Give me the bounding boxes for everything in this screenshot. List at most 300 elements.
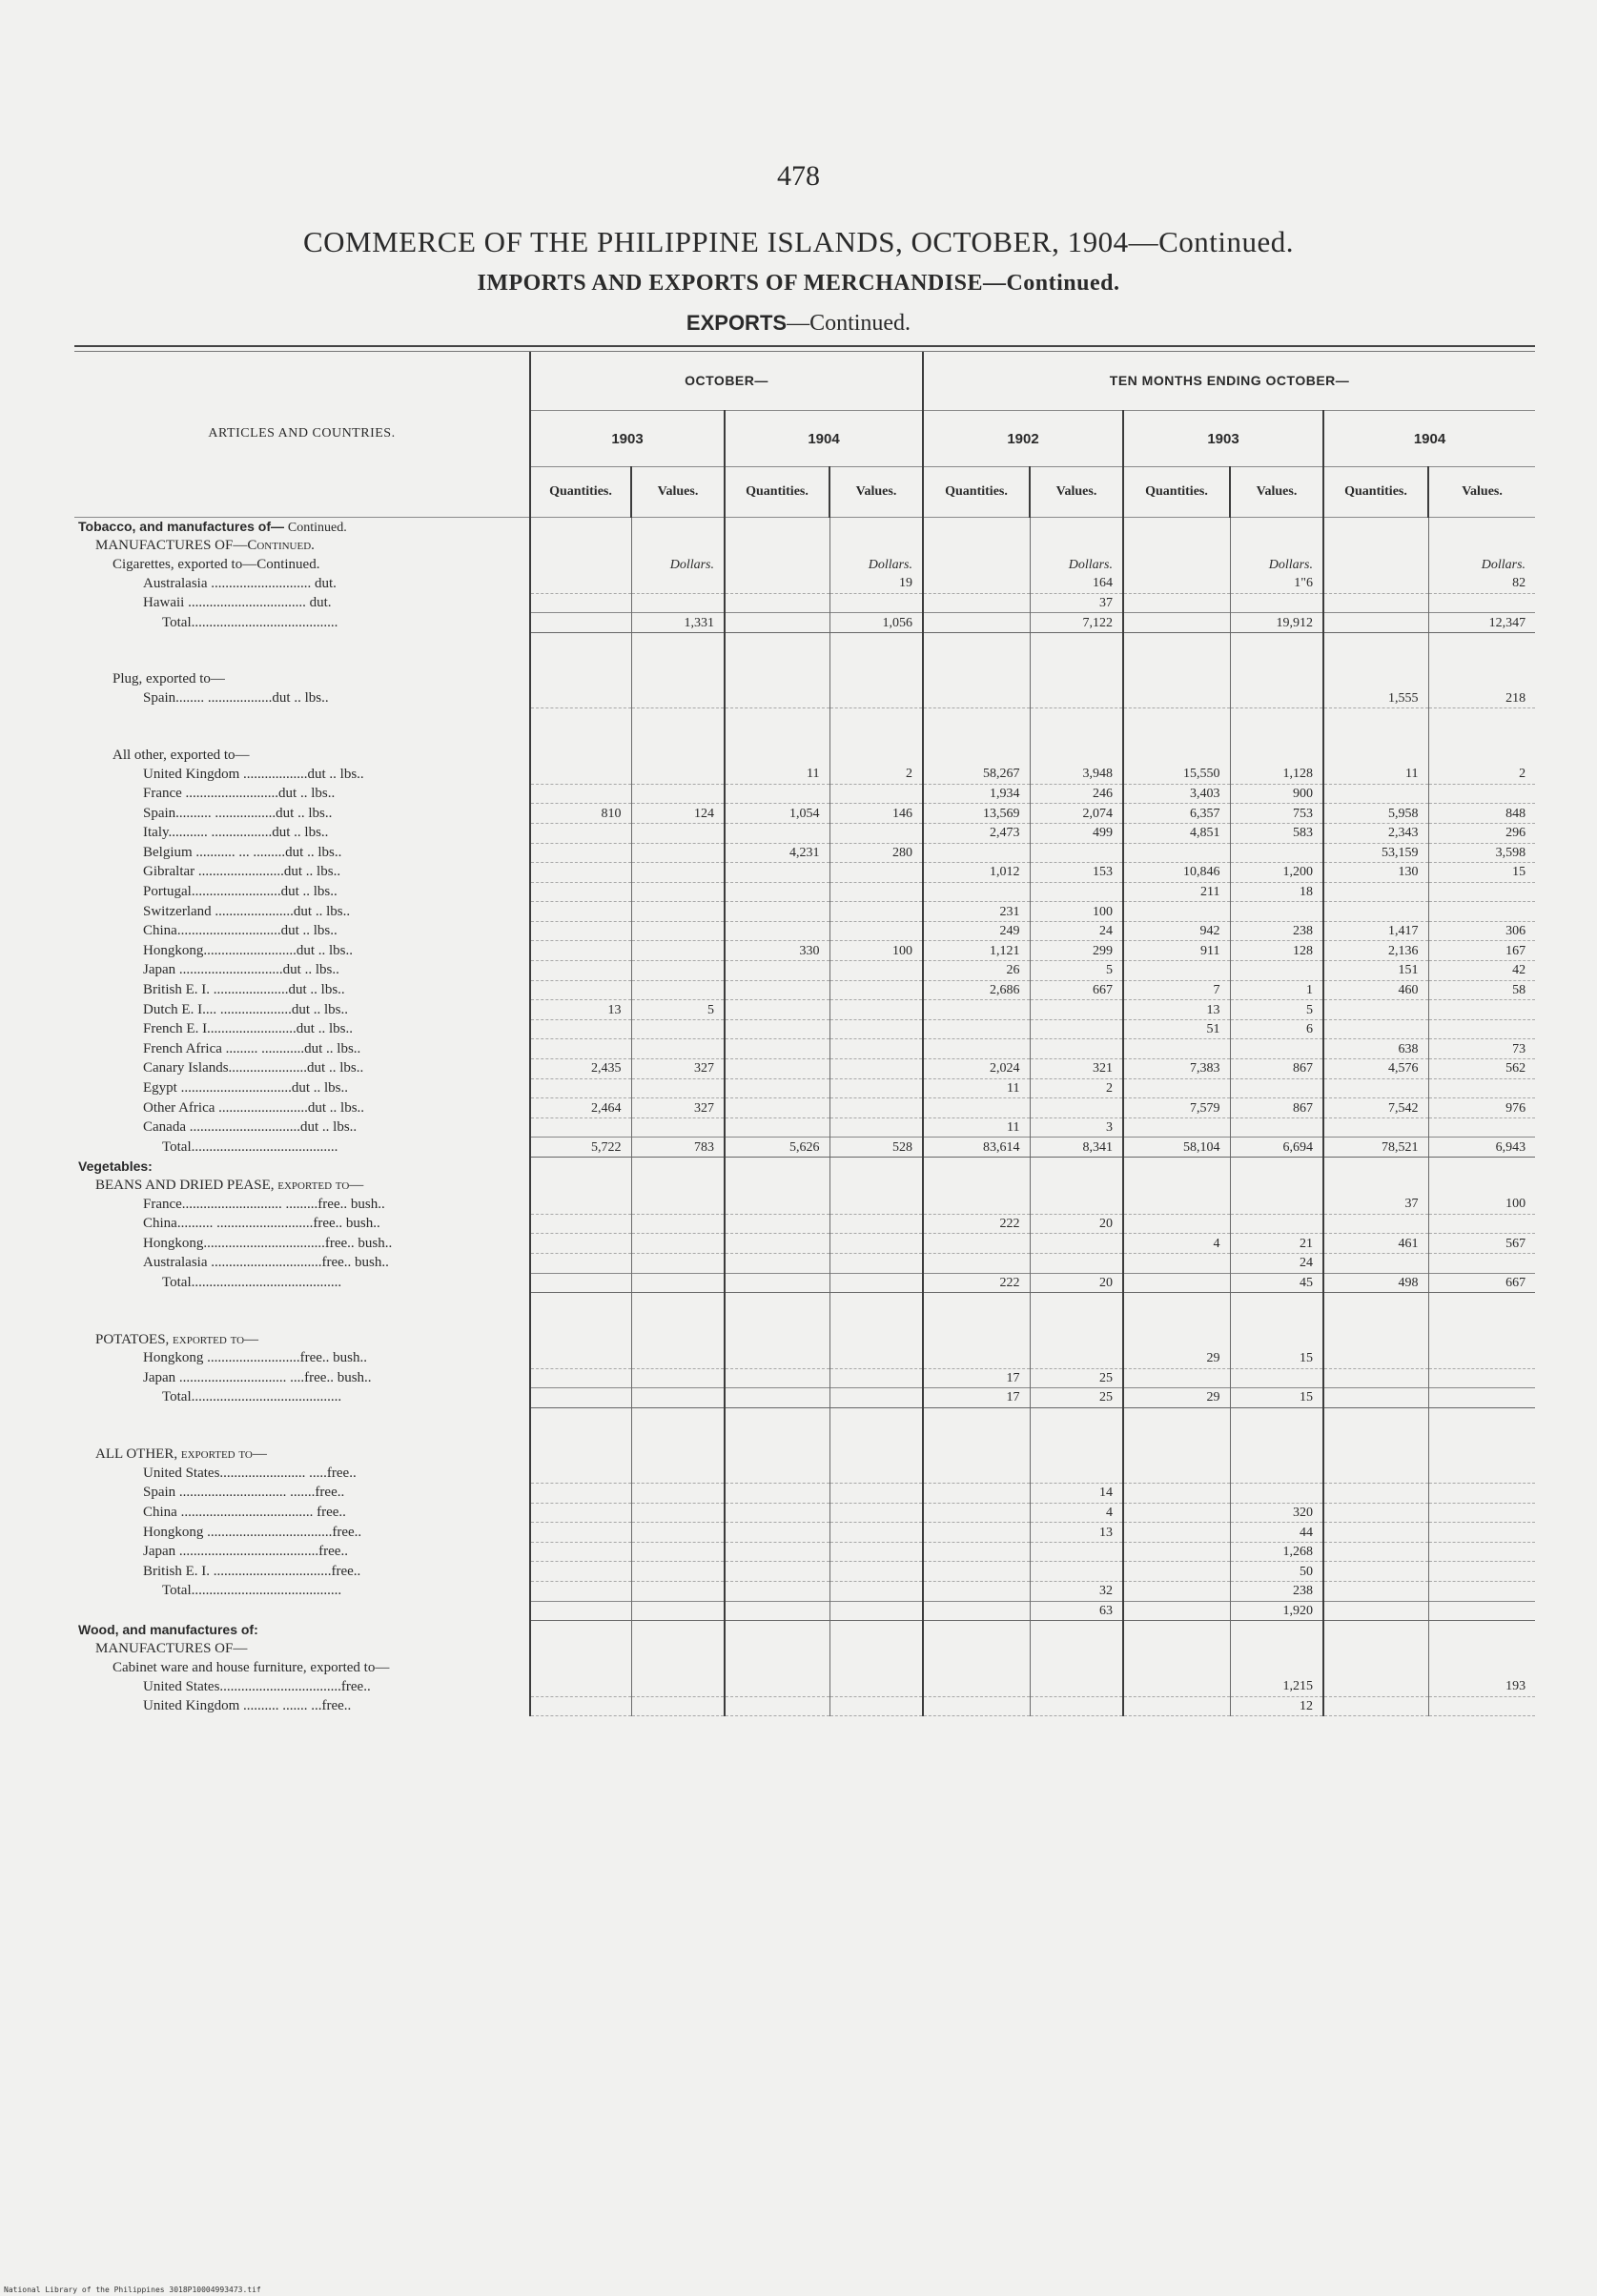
value-cell: 37 (1030, 593, 1123, 613)
value-cell (1030, 1177, 1123, 1196)
value-cell: 5 (1230, 1000, 1323, 1020)
quantity-cell (725, 670, 829, 689)
row-label (74, 863, 530, 883)
quantity-cell (923, 1253, 1030, 1273)
row-label (74, 632, 530, 651)
quantity-cell (1323, 902, 1428, 922)
value-cell (631, 902, 725, 922)
value-cell (1428, 1601, 1535, 1621)
value-cell: 238 (1230, 921, 1323, 941)
value-cell: 528 (829, 1138, 923, 1158)
quantity-cell (1323, 632, 1428, 651)
row-label-text: British E. I. .....................dut .. lbs.. (143, 981, 345, 997)
spacer-row (74, 728, 1535, 747)
quantity-cell (923, 1484, 1030, 1504)
value-cell (631, 882, 725, 902)
quantities-header: Quantities. (923, 467, 1030, 518)
quantity-cell (530, 1582, 631, 1602)
quantity-cell (1123, 902, 1230, 922)
value-cell (1428, 1503, 1535, 1523)
quantity-cell (530, 632, 631, 651)
quantity-cell (725, 1078, 829, 1098)
value-cell (1428, 1465, 1535, 1484)
quantity-cell (530, 708, 631, 728)
quantity-cell (530, 1078, 631, 1098)
total-row (74, 1601, 1535, 1621)
quantity-cell (1123, 1368, 1230, 1388)
quantity-cell (725, 518, 829, 538)
quantity-cell (530, 652, 631, 671)
table-row (74, 1214, 1535, 1234)
value-cell (829, 1234, 923, 1254)
value-cell (829, 537, 923, 556)
quantity-cell: 151 (1323, 961, 1428, 981)
value-cell: 320 (1230, 1503, 1323, 1523)
quantity-cell: 911 (1123, 941, 1230, 961)
group-header-october: OCTOBER— (530, 351, 923, 411)
year-header: 1903 (1123, 411, 1323, 467)
row-label (74, 1445, 530, 1465)
value-cell (1230, 708, 1323, 728)
value-cell (1230, 1293, 1323, 1312)
quantity-cell: 1,417 (1323, 921, 1428, 941)
quantity-cell: 7,542 (1323, 1098, 1428, 1118)
row-label (74, 1503, 530, 1523)
value-cell: 100 (1428, 1195, 1535, 1214)
row-label-text: Canada ...............................dut .. lbs.. (143, 1119, 358, 1136)
value-cell: 327 (631, 1098, 725, 1118)
value-cell (1428, 1523, 1535, 1543)
value-cell: 13 (1030, 1523, 1123, 1543)
row-label (74, 1234, 530, 1254)
value-cell (1230, 1330, 1323, 1349)
row-label (74, 1214, 530, 1234)
value-cell (631, 921, 725, 941)
value-cell: 21 (1230, 1234, 1323, 1254)
value-cell (1030, 1195, 1123, 1214)
value-cell (631, 1484, 725, 1504)
value-cell (829, 1426, 923, 1445)
quantity-cell (1123, 613, 1230, 633)
quantity-cell (725, 921, 829, 941)
value-cell: 24 (1030, 921, 1123, 941)
quantity-cell (725, 902, 829, 922)
row-label (74, 1078, 530, 1098)
value-cell (1030, 632, 1123, 651)
quantity-cell (530, 689, 631, 708)
quantity-cell (923, 1696, 1030, 1716)
value-cell (1428, 518, 1535, 538)
value-cell (1428, 728, 1535, 747)
total-row (74, 613, 1535, 633)
value-cell (1230, 747, 1323, 766)
row-label (74, 1177, 530, 1196)
quantity-cell (530, 1177, 631, 1196)
quantity-cell (1123, 1407, 1230, 1426)
value-cell (1230, 902, 1323, 922)
value-cell (1230, 518, 1323, 538)
value-cell: 44 (1230, 1523, 1323, 1543)
quantity-cell (1323, 652, 1428, 671)
value-cell: 124 (631, 804, 725, 824)
value-cell (631, 961, 725, 981)
quantity-cell (1123, 843, 1230, 863)
quantity-cell (923, 1503, 1030, 1523)
row-label (74, 1312, 530, 1331)
row-label-text: Dutch E. I.... ....................dut .. lbs.. (143, 1001, 348, 1017)
quantity-cell: 4 (1123, 1234, 1230, 1254)
quantity-cell (725, 1059, 829, 1079)
row-label (74, 1195, 530, 1214)
value-cell: 58 (1428, 980, 1535, 1000)
value-cell: 73 (1428, 1039, 1535, 1059)
value-cell: 3 (1030, 1117, 1123, 1138)
value-cell: 15 (1230, 1388, 1323, 1408)
quantity-cell (923, 652, 1030, 671)
value-cell: 32 (1030, 1582, 1123, 1602)
quantity-cell (1323, 1349, 1428, 1368)
value-cell (1428, 1177, 1535, 1196)
row-label-text: MANUFACTURES OF—Continued. (95, 538, 315, 554)
category-row (74, 1177, 1535, 1196)
quantity-cell (725, 1542, 829, 1562)
value-cell (829, 689, 923, 708)
quantity-cell: 460 (1323, 980, 1428, 1000)
value-cell (631, 1019, 725, 1039)
value-cell (1428, 1562, 1535, 1582)
row-label (74, 1407, 530, 1426)
quantity-cell (1123, 1214, 1230, 1234)
row-label-text: Hongkong..................................free.. bush.. (143, 1235, 393, 1251)
quantity-cell: 11 (923, 1078, 1030, 1098)
value-cell: 280 (829, 843, 923, 863)
values-header: Values. (829, 467, 923, 518)
row-label-text: Japan .......................................free.. (143, 1544, 348, 1560)
value-cell: 20 (1030, 1214, 1123, 1234)
quantity-cell (923, 670, 1030, 689)
quantity-cell (530, 1019, 631, 1039)
value-cell (1428, 670, 1535, 689)
value-cell (631, 1465, 725, 1484)
value-cell: 299 (1030, 941, 1123, 961)
value-cell: 193 (1428, 1677, 1535, 1696)
quantity-cell (1123, 1523, 1230, 1543)
quantity-cell (1323, 1658, 1428, 1677)
row-label (74, 1677, 530, 1696)
quantity-cell (530, 921, 631, 941)
quantity-cell (530, 537, 631, 556)
year-header: 1904 (1323, 411, 1535, 467)
value-cell: 2 (1030, 1078, 1123, 1098)
year-header: 1902 (923, 411, 1123, 467)
quantity-cell (530, 1640, 631, 1659)
spacer-row (74, 1312, 1535, 1331)
quantity-cell: 11 (1323, 765, 1428, 784)
quantity-cell (1123, 632, 1230, 651)
quantity-cell (1123, 1601, 1230, 1621)
value-cell (1030, 1407, 1123, 1426)
row-label (74, 1158, 530, 1177)
values-header: Values. (1030, 467, 1123, 518)
quantity-cell (1123, 1658, 1230, 1677)
quantity-cell (1123, 1330, 1230, 1349)
quantities-header: Quantities. (530, 467, 631, 518)
quantity-cell (530, 961, 631, 981)
quantity-cell (725, 574, 829, 593)
value-cell: Dollars. (1428, 556, 1535, 575)
value-cell (631, 1445, 725, 1465)
value-cell (631, 1582, 725, 1602)
category-row (74, 537, 1535, 556)
row-label (74, 1273, 530, 1293)
value-cell (1030, 747, 1123, 766)
value-cell (1030, 1445, 1123, 1465)
value-cell (1030, 1000, 1123, 1020)
row-label-text: Plug, exported to— (113, 671, 225, 687)
row-label-text: China.............................dut .. lbs.. (143, 923, 338, 939)
value-cell (829, 593, 923, 613)
value-cell: 667 (1428, 1273, 1535, 1293)
value-cell (1428, 1117, 1535, 1138)
quantity-cell (530, 1368, 631, 1388)
quantities-header: Quantities. (725, 467, 829, 518)
total-row (74, 1273, 1535, 1293)
quantity-cell (530, 1677, 631, 1696)
row-label-text: French E. I.........................dut .. lbs.. (143, 1021, 353, 1037)
value-cell (631, 593, 725, 613)
quantity-cell (1123, 1445, 1230, 1465)
quantity-cell (725, 537, 829, 556)
quantity-cell (1323, 574, 1428, 593)
row-label (74, 1349, 530, 1368)
row-label-text: Spain .............................. .......free.. (143, 1485, 345, 1501)
row-label (74, 1000, 530, 1020)
quantity-cell (530, 784, 631, 804)
quantity-cell (923, 1523, 1030, 1543)
value-cell (1230, 1445, 1323, 1465)
row-label-text: BEANS AND DRIED PEASE, exported to— (95, 1177, 364, 1193)
quantity-cell: 211 (1123, 882, 1230, 902)
table-row (74, 961, 1535, 981)
value-cell (829, 1445, 923, 1465)
row-label (74, 980, 530, 1000)
value-cell (829, 1542, 923, 1562)
quantity-cell (530, 1503, 631, 1523)
value-cell: 218 (1428, 689, 1535, 708)
quantity-cell: 2,024 (923, 1059, 1030, 1079)
row-label (74, 1098, 530, 1118)
quantity-cell (1323, 1078, 1428, 1098)
quantity-cell (725, 1177, 829, 1196)
page-subtitle: IMPORTS AND EXPORTS OF MERCHANDISE—Continued. (477, 271, 1120, 296)
quantity-cell (1123, 670, 1230, 689)
quantity-cell: 1,934 (923, 784, 1030, 804)
category-row (74, 1158, 1535, 1177)
value-cell (829, 1019, 923, 1039)
value-cell (1230, 728, 1323, 747)
value-cell (1030, 1039, 1123, 1059)
quantity-cell: 58,104 (1123, 1138, 1230, 1158)
value-cell (829, 1312, 923, 1331)
quantity-cell (530, 765, 631, 784)
quantity-cell (1323, 613, 1428, 633)
row-label (74, 1465, 530, 1484)
quantity-cell (530, 670, 631, 689)
quantity-cell (923, 882, 1030, 902)
quantity-cell (725, 1601, 829, 1621)
quantity-cell: 37 (1323, 1195, 1428, 1214)
value-cell (1230, 961, 1323, 981)
value-cell (829, 863, 923, 883)
row-label-text: China.......... ...........................free.. bush.. (143, 1216, 380, 1232)
quantity-cell (923, 1621, 1030, 1640)
total-row (74, 1138, 1535, 1158)
quantity-cell (725, 1195, 829, 1214)
value-cell (829, 1158, 923, 1177)
table-row (74, 784, 1535, 804)
value-cell: 63 (1030, 1601, 1123, 1621)
value-cell (1030, 537, 1123, 556)
quantity-cell (1323, 537, 1428, 556)
page-number: 478 (777, 160, 820, 192)
value-cell (631, 518, 725, 538)
quantity-cell: 1,012 (923, 863, 1030, 883)
quantity-cell (1323, 1503, 1428, 1523)
row-label (74, 1059, 530, 1079)
quantity-cell (725, 1465, 829, 1484)
value-cell (631, 1601, 725, 1621)
quantity-cell (1123, 1039, 1230, 1059)
quantity-cell (530, 747, 631, 766)
quantity-cell: 83,614 (923, 1138, 1030, 1158)
value-cell (1030, 1677, 1123, 1696)
quantity-cell (1123, 1503, 1230, 1523)
quantity-cell: 17 (923, 1388, 1030, 1408)
value-cell (829, 921, 923, 941)
value-cell (1030, 652, 1123, 671)
quantity-cell (1323, 1621, 1428, 1640)
value-cell (631, 1621, 725, 1640)
quantity-cell (923, 1677, 1030, 1696)
quantity-cell (530, 1388, 631, 1408)
value-cell: 2,074 (1030, 804, 1123, 824)
quantity-cell (530, 902, 631, 922)
value-cell (829, 1640, 923, 1659)
value-cell (829, 1330, 923, 1349)
category-row (74, 747, 1535, 766)
row-label (74, 537, 530, 556)
value-cell (829, 1677, 923, 1696)
value-cell (631, 1542, 725, 1562)
value-cell: 3,948 (1030, 765, 1123, 784)
value-cell (829, 902, 923, 922)
row-label (74, 1484, 530, 1504)
row-label-text: Total......................................... (162, 614, 338, 630)
quantity-cell (725, 1000, 829, 1020)
quantity-cell (725, 1253, 829, 1273)
table-row (74, 1253, 1535, 1273)
quantity-cell (923, 1000, 1030, 1020)
row-label (74, 961, 530, 981)
table-row (74, 1562, 1535, 1582)
value-cell (1030, 1621, 1123, 1640)
quantity-cell (725, 1330, 829, 1349)
value-cell (829, 1696, 923, 1716)
category-row (74, 1621, 1535, 1640)
quantity-cell (725, 1234, 829, 1254)
quantity-cell: 2,343 (1323, 823, 1428, 843)
quantity-cell (725, 1368, 829, 1388)
row-label-text: United Kingdom .......... ....... ...free.. (143, 1697, 352, 1713)
row-label-text: POTATOES, exported to— (95, 1331, 259, 1347)
value-cell: 5 (631, 1000, 725, 1020)
value-cell (1030, 1098, 1123, 1118)
quantity-cell (923, 1158, 1030, 1177)
quantities-header: Quantities. (1323, 467, 1428, 518)
value-cell (631, 1368, 725, 1388)
value-cell (631, 632, 725, 651)
value-cell (1428, 902, 1535, 922)
value-cell (829, 980, 923, 1000)
quantity-cell (1123, 747, 1230, 766)
quantity-cell (725, 1621, 829, 1640)
value-cell: 567 (1428, 1234, 1535, 1254)
table-row (74, 1019, 1535, 1039)
value-cell (1428, 1349, 1535, 1368)
value-cell (1428, 1000, 1535, 1020)
value-cell: 848 (1428, 804, 1535, 824)
quantities-header: Quantities. (1123, 467, 1230, 518)
quantity-cell (1123, 1312, 1230, 1331)
total-row (74, 1388, 1535, 1408)
table-row (74, 1234, 1535, 1254)
value-cell (1428, 1542, 1535, 1562)
row-label-text: Portugal.........................dut .. lbs.. (143, 883, 338, 899)
quantity-cell (923, 708, 1030, 728)
row-label (74, 1293, 530, 1312)
quantity-cell: 5,722 (530, 1138, 631, 1158)
quantity-cell (530, 843, 631, 863)
value-cell (829, 652, 923, 671)
quantity-cell (725, 980, 829, 1000)
value-cell: 42 (1428, 961, 1535, 981)
value-cell (631, 823, 725, 843)
table-row (74, 1349, 1535, 1368)
quantity-cell (530, 518, 631, 538)
value-cell (829, 670, 923, 689)
row-label-text: Belgium ........... ... .........dut .. lbs.. (143, 844, 342, 860)
quantity-cell (725, 1117, 829, 1138)
quantity-cell (530, 1253, 631, 1273)
table-row (74, 689, 1535, 708)
quantity-cell: 11 (725, 765, 829, 784)
value-cell: Dollars. (829, 556, 923, 575)
row-label-text: Australasia ............................ dut. (143, 575, 337, 591)
row-label (74, 1117, 530, 1138)
quantity-cell: 2,473 (923, 823, 1030, 843)
value-cell (1230, 1658, 1323, 1677)
row-label (74, 728, 530, 747)
value-cell (1428, 537, 1535, 556)
quantity-cell (725, 1503, 829, 1523)
value-cell: 128 (1230, 941, 1323, 961)
table-row (74, 1542, 1535, 1562)
quantity-cell (1323, 1253, 1428, 1273)
quantity-cell: 638 (1323, 1039, 1428, 1059)
quantity-cell (923, 1039, 1030, 1059)
value-cell: Dollars. (1030, 556, 1123, 575)
value-cell: 783 (631, 1138, 725, 1158)
